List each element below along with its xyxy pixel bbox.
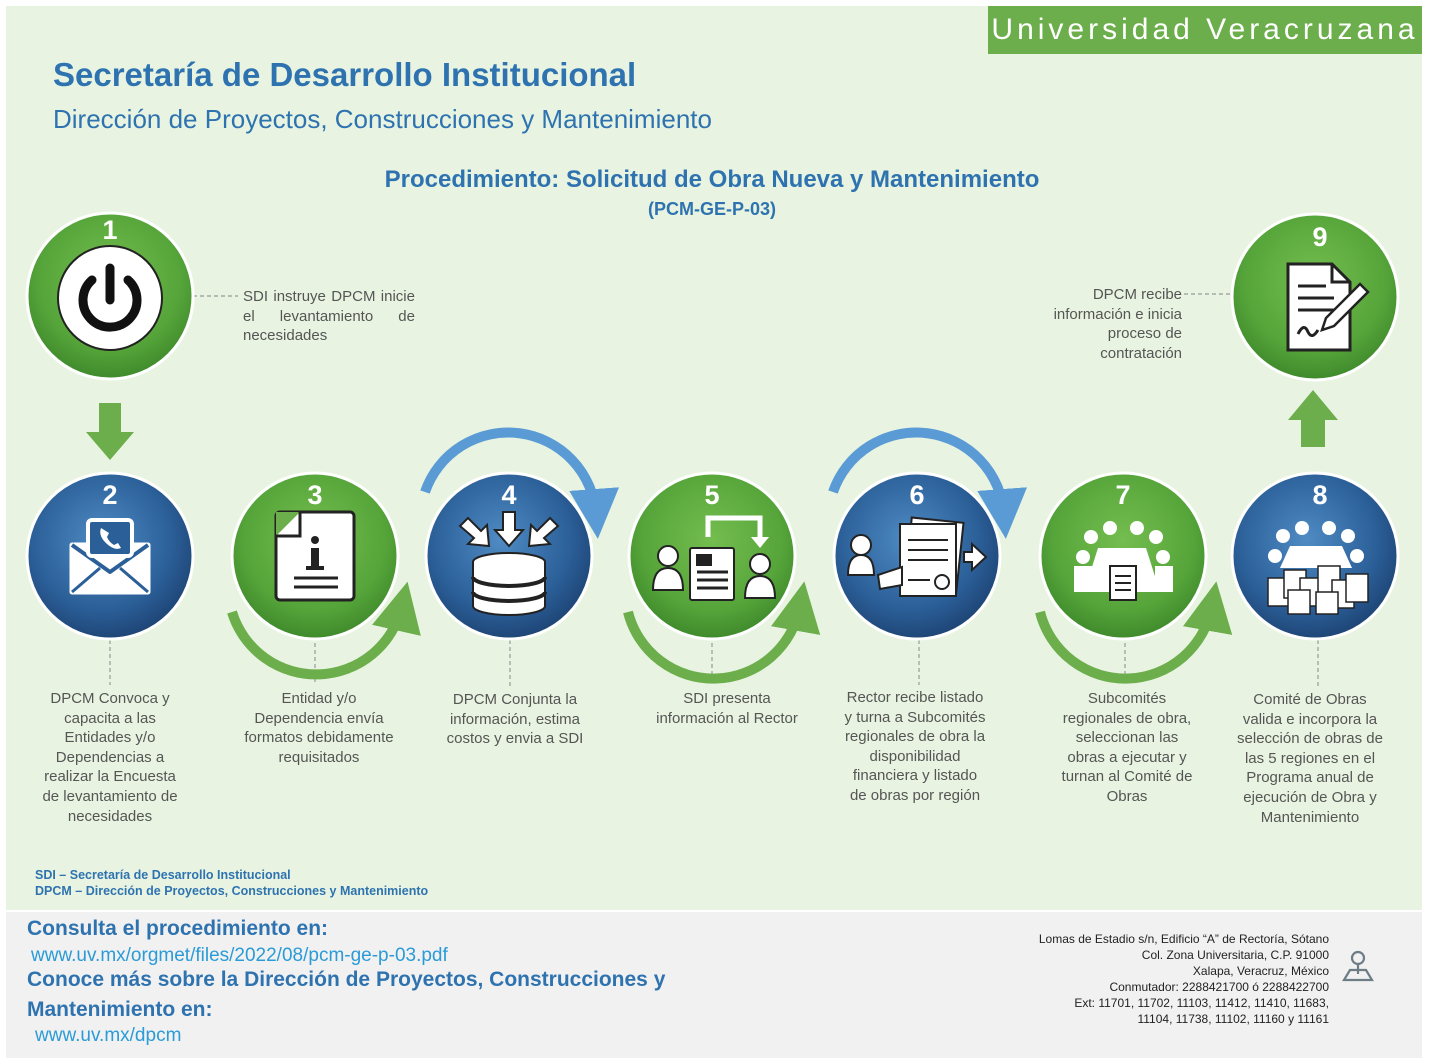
step-number-3: 3 [307,480,323,510]
step-number-1: 1 [102,215,118,245]
address-line: Lomas de Estadio s/n, Edificio “A” de Rectoría, Sótano [1038,932,1329,946]
more-label-line-1: Conoce más sobre la Dirección de Proyectos, Construcciones y [27,968,666,991]
procedure-code: (PCM-GE-P-03) [647,199,776,219]
map-pin-icon [1340,948,1376,984]
page-subtitle: Dirección de Proyectos, Construcciones y Mantenimiento [53,104,712,134]
step-8-description: Comité de Obras valida e incorpora la selección de obras de las 5 regiones en el Programa anual de ejecución de Obra y Mantenimiento [1237,691,1383,826]
page-title: Secretaría de Desarrollo Institucional [53,56,637,93]
step-1-description: SDI instruye DPCM inicie el levantamiento de necesidades [243,288,415,345]
step-4-description: DPCM Conjunta la información, estima costos y envia a SDI [446,691,584,748]
university-banner: Universidad Veracruzana [988,6,1422,54]
address-line: Col. Zona Universitaria, C.P. 91000 [1141,948,1329,962]
step-number-6: 6 [909,480,925,510]
step-number-4: 4 [501,480,517,510]
step-9-description: DPCM recibe información e inicia proceso de contratación [1053,286,1182,362]
step-number-2: 2 [102,480,118,510]
step-6-description: Rector recibe listado y turna a Subcomités regionales de obra la disponibilidad financiera y listado de obras por región [844,689,986,804]
procedure-title: Procedimiento: Solicitud de Obra Nueva y Mantenimiento [384,166,1040,193]
database-icon [460,512,558,615]
dpcm-link[interactable]: www.uv.mx/dpcm [35,1025,182,1046]
address-line: Conmutador: 2288421700 ó 2288422700 [1109,980,1329,994]
address-block [1039,931,1329,1027]
step-number-9: 9 [1312,222,1328,252]
power-icon [58,246,162,350]
arrow-up-icon [1288,390,1338,447]
address-line: Xalapa, Veracruz, México [1192,964,1329,978]
step-7-description: Subcomités regionales de obra, seleccionan las obras a ejecutar y turnan al Comité de Obras [1061,690,1193,805]
arrow-down-icon [86,403,134,460]
step-5-description: SDI presenta información al Rector [656,690,798,727]
more-label-line-2: Mantenimiento en: [27,998,213,1021]
step-3-description: Entidad y/o Dependencia envía formatos debidamente requisitados [244,690,394,766]
step-number-7: 7 [1115,480,1131,510]
legend-sdi: SDI – Secretaría de Desarrollo Institucional [35,868,291,882]
step-number-8: 8 [1312,480,1328,510]
address-line: 11104, 11738, 11102, 11160 y 11161 [1137,1012,1329,1026]
info-document-icon [276,512,354,600]
consult-label: Consulta el procedimiento en: [27,917,329,940]
step-number-5: 5 [704,480,720,510]
address-line: Ext: 11701, 11702, 11103, 11412, 11410, 11683, [1074,996,1329,1010]
step-2-description: DPCM Convoca y capacita a las Entidades y/o Dependencias a realizar la Encuesta de levantamiento de necesidades [42,690,178,825]
legend-dpcm: DPCM – Dirección de Proyectos, Construcciones y Mantenimiento [35,884,429,898]
procedure-link[interactable]: www.uv.mx/orgmet/files/2022/08/pcm-ge-p-03.pdf [31,945,448,966]
